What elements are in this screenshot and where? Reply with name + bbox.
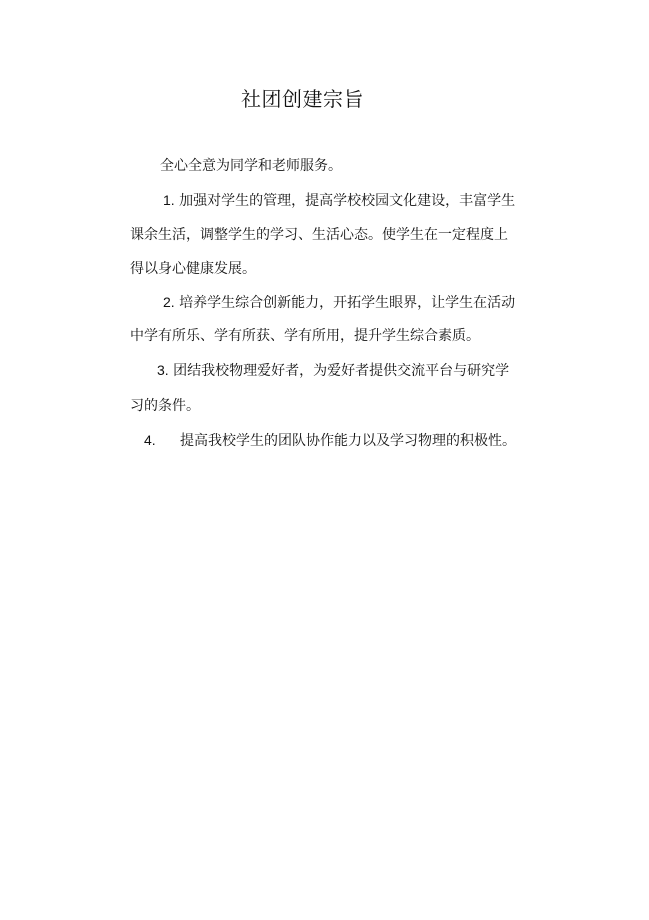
document-title: 社团创建宗旨	[241, 87, 364, 111]
item-4-text-1: 提高我校学生的团队协作能力以及学习物理的积极性。	[180, 433, 516, 449]
item-2-number: 2.	[163, 294, 175, 310]
item-2-text-1: 培养学生综合创新能力，开拓学生眼界，让学生在活动	[179, 295, 516, 311]
item-3-line-2: 习的条件。	[130, 398, 200, 414]
item-3-line-1	[157, 361, 509, 380]
item-3-number: 3.	[157, 362, 169, 378]
item-1-text-1: 加强对学生的管理，提高学校校园文化建设，丰富学生	[179, 193, 516, 209]
intro-text: 全心全意为同学和老师服务。	[160, 158, 342, 174]
item-1-line-1	[163, 191, 515, 210]
item-2-line-1	[163, 293, 515, 312]
item-2-line-2: 中学有所乐、学有所获、学有所用，提升学生综合素质。	[130, 328, 480, 344]
item-4-number: 4.	[144, 432, 156, 448]
item-1-number: 1.	[163, 192, 175, 208]
item-4-line-1	[144, 431, 516, 450]
item-1-line-2: 课余生活，调整学生的学习、生活心态。使学生在一定程度上	[130, 227, 508, 243]
item-1-line-3: 得以身心健康发展。	[130, 261, 256, 277]
item-3-text-1: 团结我校物理爱好者，为爱好者提供交流平台与研究学	[173, 363, 510, 379]
